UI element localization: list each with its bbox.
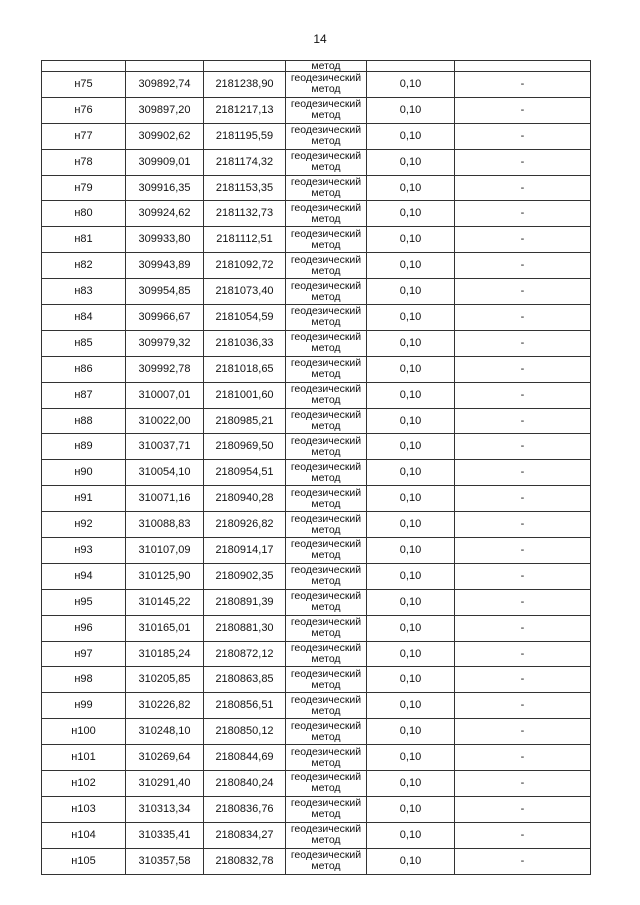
cell-method: геодезический метод: [286, 227, 367, 253]
cell-description: -: [455, 589, 591, 615]
cell-error: 0,10: [367, 641, 455, 667]
cell-error: 0,10: [367, 356, 455, 382]
cell-method: геодезический метод: [286, 563, 367, 589]
cell-error: 0,10: [367, 72, 455, 98]
cell-method: геодезический метод: [286, 512, 367, 538]
cell-error: 0,10: [367, 563, 455, 589]
cell-description: -: [455, 123, 591, 149]
cell-description: -: [455, 693, 591, 719]
cell-description: -: [455, 486, 591, 512]
cell-method: геодезический метод: [286, 771, 367, 797]
cell-method: геодезический метод: [286, 72, 367, 98]
cell-point: н94: [42, 563, 126, 589]
cell-y: 2180832,78: [204, 848, 286, 874]
cell-y: 2180863,85: [204, 667, 286, 693]
cell-point: [42, 61, 126, 72]
cell-description: -: [455, 796, 591, 822]
cell-method: геодезический метод: [286, 434, 367, 460]
cell-method: геодезический метод: [286, 305, 367, 331]
cell-method: геодезический метод: [286, 641, 367, 667]
table-row: [42, 719, 591, 745]
cell-method: геодезический метод: [286, 693, 367, 719]
cell-description: -: [455, 771, 591, 797]
table-row: [42, 796, 591, 822]
cell-x: 310357,58: [126, 848, 204, 874]
table-row: [42, 434, 591, 460]
cell-method: геодезический метод: [286, 330, 367, 356]
cell-error: 0,10: [367, 227, 455, 253]
cell-method: геодезический метод: [286, 408, 367, 434]
cell-y: 2181073,40: [204, 279, 286, 305]
cell-x: 310071,16: [126, 486, 204, 512]
cell-y: 2180844,69: [204, 745, 286, 771]
cell-error: 0,10: [367, 486, 455, 512]
cell-y: 2180872,12: [204, 641, 286, 667]
cell-error: 0,10: [367, 512, 455, 538]
cell-method: геодезический метод: [286, 822, 367, 848]
table-row: [42, 175, 591, 201]
cell-description: -: [455, 72, 591, 98]
cell-description: -: [455, 227, 591, 253]
table-row: [42, 563, 591, 589]
cell-description: -: [455, 279, 591, 305]
table-row: [42, 589, 591, 615]
cell-point: н80: [42, 201, 126, 227]
cell-y: 2181036,33: [204, 330, 286, 356]
cell-x: 309933,80: [126, 227, 204, 253]
cell-x: 310088,83: [126, 512, 204, 538]
cell-description: -: [455, 719, 591, 745]
cell-point: н90: [42, 460, 126, 486]
cell-point: н92: [42, 512, 126, 538]
cell-error: 0,10: [367, 434, 455, 460]
cell-x: 309992,78: [126, 356, 204, 382]
cell-x: 310007,01: [126, 382, 204, 408]
cell-point: н104: [42, 822, 126, 848]
cell-y: 2181054,59: [204, 305, 286, 331]
coordinates-table: [41, 60, 591, 875]
table-row: [42, 408, 591, 434]
cell-y: 2181174,32: [204, 149, 286, 175]
cell-x: 310248,10: [126, 719, 204, 745]
cell-description: -: [455, 538, 591, 564]
cell-error: 0,10: [367, 719, 455, 745]
cell-point: н95: [42, 589, 126, 615]
cell-point: н102: [42, 771, 126, 797]
cell-method: геодезический метод: [286, 123, 367, 149]
cell-x: 310269,64: [126, 745, 204, 771]
cell-x: 309902,62: [126, 123, 204, 149]
table-row: [42, 512, 591, 538]
cell-method: геодезический метод: [286, 745, 367, 771]
cell-x: 310054,10: [126, 460, 204, 486]
cell-method: геодезический метод: [286, 615, 367, 641]
cell-point: н77: [42, 123, 126, 149]
cell-error: 0,10: [367, 589, 455, 615]
cell-point: н85: [42, 330, 126, 356]
cell-x: 309916,35: [126, 175, 204, 201]
cell-point: н84: [42, 305, 126, 331]
cell-x: 310165,01: [126, 615, 204, 641]
cell-description: -: [455, 305, 591, 331]
continuation-row: [42, 61, 591, 72]
cell-error: 0,10: [367, 279, 455, 305]
cell-error: 0,10: [367, 538, 455, 564]
cell-method: геодезический метод: [286, 201, 367, 227]
cell-description: -: [455, 97, 591, 123]
table-row: [42, 279, 591, 305]
cell-error: 0,10: [367, 460, 455, 486]
cell-x: 309897,20: [126, 97, 204, 123]
cell-point: н98: [42, 667, 126, 693]
cell-error: 0,10: [367, 667, 455, 693]
cell-method: геодезический метод: [286, 356, 367, 382]
cell-x: 309979,32: [126, 330, 204, 356]
table-body: [42, 61, 591, 875]
cell-x: 310185,24: [126, 641, 204, 667]
cell-x: 310226,82: [126, 693, 204, 719]
table-row: [42, 97, 591, 123]
cell-description: -: [455, 563, 591, 589]
cell-error: 0,10: [367, 201, 455, 227]
cell-y: 2181195,59: [204, 123, 286, 149]
cell-error: 0,10: [367, 149, 455, 175]
cell-x: 310125,90: [126, 563, 204, 589]
cell-description: -: [455, 382, 591, 408]
cell-x: 310145,22: [126, 589, 204, 615]
cell-description: -: [455, 434, 591, 460]
cell-y: 2180856,51: [204, 693, 286, 719]
table-row: [42, 305, 591, 331]
cell-description: -: [455, 745, 591, 771]
cell-method: геодезический метод: [286, 253, 367, 279]
table-row: [42, 538, 591, 564]
page-number: 14: [313, 32, 327, 46]
table-row: [42, 149, 591, 175]
table-row: [42, 123, 591, 149]
cell-y: 2181238,90: [204, 72, 286, 98]
table-row: [42, 227, 591, 253]
cell-x: 310335,41: [126, 822, 204, 848]
cell-method: геодезический метод: [286, 719, 367, 745]
cell-error: 0,10: [367, 123, 455, 149]
cell-error: 0,10: [367, 408, 455, 434]
cell-error: 0,10: [367, 253, 455, 279]
cell-error: 0,10: [367, 97, 455, 123]
cell-x: 309909,01: [126, 149, 204, 175]
table-row: [42, 693, 591, 719]
cell-y: 2180985,21: [204, 408, 286, 434]
cell-point: н100: [42, 719, 126, 745]
cell-x: 309924,62: [126, 201, 204, 227]
cell-y: 2181092,72: [204, 253, 286, 279]
cell-y: 2181112,51: [204, 227, 286, 253]
cell-x: 310291,40: [126, 771, 204, 797]
cell-description: -: [455, 408, 591, 434]
table-row: [42, 667, 591, 693]
cell-y: 2180836,76: [204, 796, 286, 822]
cell-point: н93: [42, 538, 126, 564]
cell-y: 2180850,12: [204, 719, 286, 745]
cell-method: геодезический метод: [286, 460, 367, 486]
table-row: [42, 330, 591, 356]
cell-error: 0,10: [367, 615, 455, 641]
table-row: [42, 822, 591, 848]
cell-x: 309966,67: [126, 305, 204, 331]
table-row: [42, 615, 591, 641]
cell-error: 0,10: [367, 771, 455, 797]
cell-y: 2180881,30: [204, 615, 286, 641]
cell-x: 309892,74: [126, 72, 204, 98]
cell-error: [367, 61, 455, 72]
cell-method: геодезический метод: [286, 149, 367, 175]
cell-point: н88: [42, 408, 126, 434]
cell-y: 2180891,39: [204, 589, 286, 615]
cell-description: -: [455, 641, 591, 667]
cell-point: н91: [42, 486, 126, 512]
cell-point: н83: [42, 279, 126, 305]
cell-method: геодезический метод: [286, 382, 367, 408]
cell-description: -: [455, 615, 591, 641]
cell-point: н82: [42, 253, 126, 279]
table-row: [42, 382, 591, 408]
cell-y: 2180834,27: [204, 822, 286, 848]
cell-description: -: [455, 201, 591, 227]
cell-point: н96: [42, 615, 126, 641]
cell-description: -: [455, 667, 591, 693]
cell-point: н79: [42, 175, 126, 201]
cell-x: 310205,85: [126, 667, 204, 693]
cell-point: н81: [42, 227, 126, 253]
table-row: [42, 745, 591, 771]
cell-method: геодезический метод: [286, 97, 367, 123]
cell-description: -: [455, 848, 591, 874]
cell-x: 309943,89: [126, 253, 204, 279]
cell-method: метод: [286, 61, 367, 72]
table-row: [42, 253, 591, 279]
cell-method: геодезический метод: [286, 175, 367, 201]
cell-description: -: [455, 149, 591, 175]
cell-method: геодезический метод: [286, 848, 367, 874]
cell-y: 2180926,82: [204, 512, 286, 538]
cell-description: -: [455, 460, 591, 486]
cell-point: н78: [42, 149, 126, 175]
table-row: [42, 848, 591, 874]
cell-description: -: [455, 822, 591, 848]
cell-method: геодезический метод: [286, 486, 367, 512]
table-row: [42, 771, 591, 797]
cell-x: 310107,09: [126, 538, 204, 564]
cell-error: 0,10: [367, 382, 455, 408]
cell-y: 2180969,50: [204, 434, 286, 460]
cell-method: геодезический метод: [286, 667, 367, 693]
cell-description: -: [455, 356, 591, 382]
table-row: [42, 460, 591, 486]
cell-error: 0,10: [367, 330, 455, 356]
cell-y: 2181001,60: [204, 382, 286, 408]
cell-description: -: [455, 253, 591, 279]
cell-y: 2180914,17: [204, 538, 286, 564]
cell-x: 310037,71: [126, 434, 204, 460]
cell-y: 2180954,51: [204, 460, 286, 486]
cell-point: н86: [42, 356, 126, 382]
cell-error: 0,10: [367, 848, 455, 874]
cell-x: 309954,85: [126, 279, 204, 305]
cell-error: 0,10: [367, 796, 455, 822]
cell-x: 310313,34: [126, 796, 204, 822]
cell-method: геодезический метод: [286, 589, 367, 615]
cell-error: 0,10: [367, 745, 455, 771]
cell-y: [204, 61, 286, 72]
cell-method: геодезический метод: [286, 279, 367, 305]
cell-point: н99: [42, 693, 126, 719]
table-row: [42, 356, 591, 382]
cell-error: 0,10: [367, 822, 455, 848]
table-row: [42, 201, 591, 227]
cell-point: н101: [42, 745, 126, 771]
cell-description: -: [455, 330, 591, 356]
cell-y: 2181132,73: [204, 201, 286, 227]
cell-y: 2181153,35: [204, 175, 286, 201]
cell-y: 2181217,13: [204, 97, 286, 123]
cell-description: [455, 61, 591, 72]
cell-description: -: [455, 512, 591, 538]
cell-point: н89: [42, 434, 126, 460]
cell-point: н103: [42, 796, 126, 822]
cell-error: 0,10: [367, 693, 455, 719]
cell-x: [126, 61, 204, 72]
table-row: [42, 641, 591, 667]
cell-method: геодезический метод: [286, 796, 367, 822]
cell-x: 310022,00: [126, 408, 204, 434]
cell-method: геодезический метод: [286, 538, 367, 564]
cell-description: -: [455, 175, 591, 201]
table-row: [42, 486, 591, 512]
cell-y: 2180840,24: [204, 771, 286, 797]
cell-point: н97: [42, 641, 126, 667]
table-row: [42, 72, 591, 98]
cell-y: 2181018,65: [204, 356, 286, 382]
cell-point: н105: [42, 848, 126, 874]
cell-y: 2180940,28: [204, 486, 286, 512]
cell-point: н75: [42, 72, 126, 98]
cell-error: 0,10: [367, 305, 455, 331]
cell-point: н76: [42, 97, 126, 123]
cell-y: 2180902,35: [204, 563, 286, 589]
cell-point: н87: [42, 382, 126, 408]
cell-error: 0,10: [367, 175, 455, 201]
